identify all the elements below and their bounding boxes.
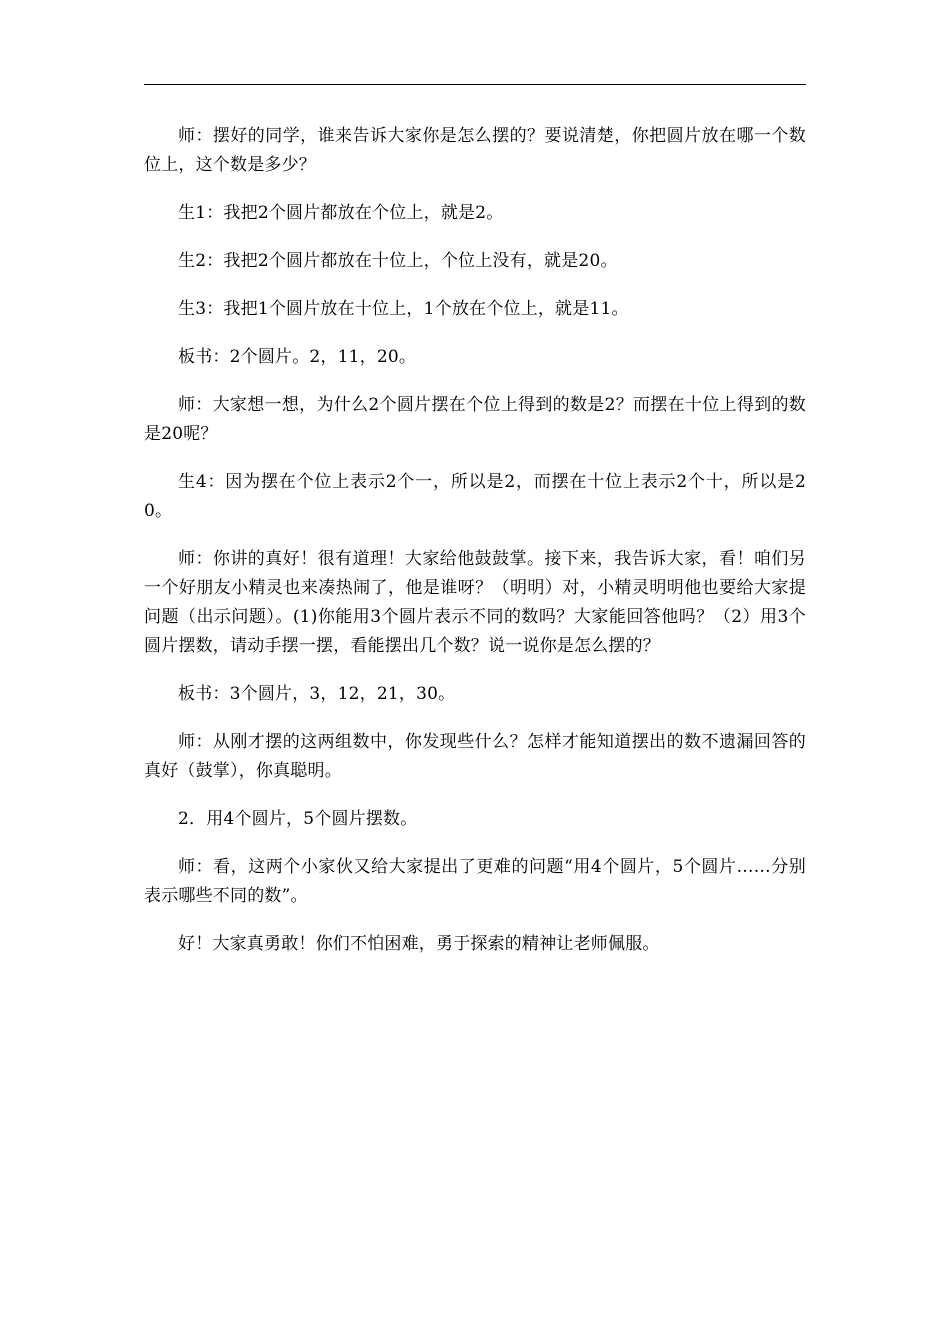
header-rule xyxy=(144,84,806,85)
paragraph: 师：从刚才摆的这两组数中，你发现些什么？怎样才能知道摆出的数不遗漏回答的真好（鼓掌），你真聪明。 xyxy=(144,732,806,781)
paragraph: 师：你讲的真好！很有道理！大家给他鼓鼓掌。接下来，我告诉大家，看！咱们另一个好朋友小精灵也来凑热闹了，他是谁呀？（明明）对，小精灵明明他也要给大家提问题（出示问题）。(1)你能用3个圆片表示不同的数吗？大家能回答他吗？（2）用3个圆片摆数，请动手摆一摆，看能摆出几个数？说一说你是怎么摆的？ xyxy=(144,549,806,656)
paragraph: 师：大家想一想，为什么2个圆片摆在个位上得到的数是2？而摆在十位上得到的数是20呢？ xyxy=(144,395,806,444)
paragraph: 生2：我把2个圆片都放在十位上，个位上没有，就是20。 xyxy=(178,251,618,271)
paragraph: 师：摆好的同学，谁来告诉大家你是怎么摆的？要说清楚，你把圆片放在哪一个数位上，这个数是多少？ xyxy=(144,126,806,175)
paragraph: 师：看，这两个小家伙又给大家提出了更难的问题“用4个圆片，5个圆片……分别表示哪些不同的数”。 xyxy=(144,857,806,906)
paragraph: 2．用4个圆片，5个圆片摆数。 xyxy=(178,809,418,829)
paragraph: 生1：我把2个圆片都放在个位上，就是2。 xyxy=(178,203,504,223)
paragraph: 生3：我把1个圆片放在十位上，1个放在个位上，就是11。 xyxy=(178,299,629,319)
paragraph: 生4：因为摆在个位上表示2个一，所以是2，而摆在十位上表示2个十，所以是20。 xyxy=(144,472,806,521)
document-body xyxy=(144,122,806,978)
paragraph: 板书：3个圆片，3，12，21，30。 xyxy=(178,684,456,704)
paragraph: 好！大家真勇敢！你们不怕困难，勇于探索的精神让老师佩服。 xyxy=(178,934,660,954)
paragraph: 板书：2个圆片。2，11，20。 xyxy=(178,347,417,367)
